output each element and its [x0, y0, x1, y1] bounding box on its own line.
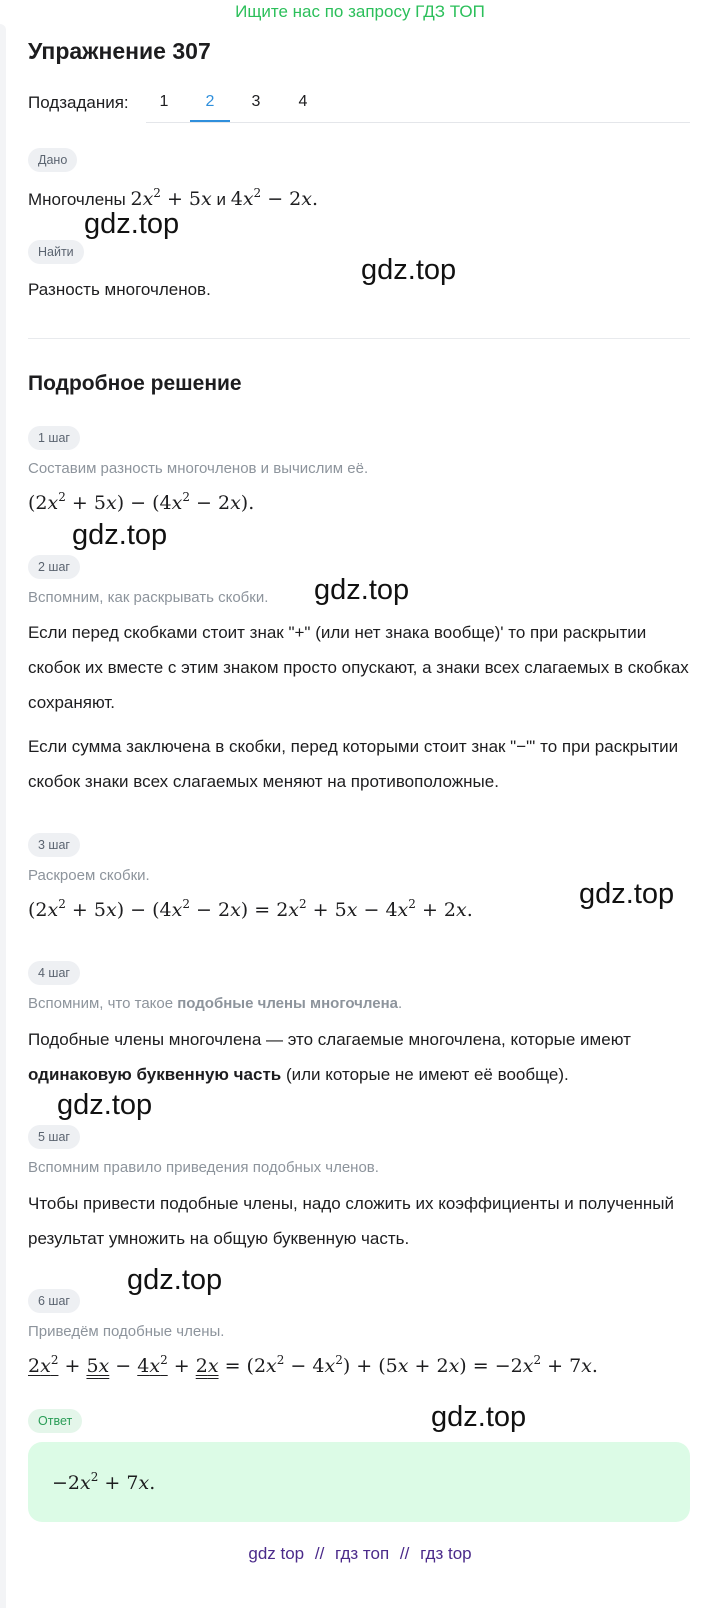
step-5-hint: Вспомним правило приведения подобных членов. [28, 1159, 379, 1176]
step-1-hint: Составим разность многочленов и вычислим её. [28, 460, 369, 477]
step-2-para-1: Если перед скобками стоит знак "+" (или нет знака вообще)' то при раскрытии скобок их вместе с этим знаком просто опускают, а знаки всех слагаемых в скобках сохраняют. [28, 623, 689, 712]
tab-subtask-1[interactable]: 1 [159, 93, 169, 110]
watermark: gdz.top [84, 208, 180, 240]
footer-link-gdz-top-mixed[interactable]: гдз top [420, 1544, 472, 1563]
subtasks-label: Подзадания: [28, 93, 129, 112]
step-2-hint: Вспомним, как раскрывать скобки. [28, 589, 269, 606]
step-4-para-prefix: Подобные члены многочлена — это слагаемые многочлена, которые имеют [28, 1030, 631, 1049]
given-prefix: Многочлены [28, 190, 126, 209]
watermark: gdz.top [57, 1089, 153, 1121]
footer-separator: // [314, 1544, 325, 1563]
footer-separator: // [399, 1544, 410, 1563]
given-chip: Дано [28, 148, 77, 172]
tab-subtask-2[interactable]: 2 [205, 93, 215, 110]
tabs-divider [146, 122, 690, 123]
step-6-chip: 6 шаг [28, 1289, 80, 1313]
step-4-para-suffix: (или которые не имеют её вообще). [285, 1065, 569, 1084]
step-4-chip: 4 шаг [28, 961, 80, 985]
step-3-hint: Раскроем скобки. [28, 867, 150, 884]
watermark: gdz.top [579, 878, 675, 910]
step-5-chip: 5 шаг [28, 1125, 80, 1149]
watermark: gdz.top [361, 254, 457, 286]
step-4-hint-bold: подобные члены многочлена [177, 995, 398, 1012]
footer-link-gdz-top[interactable]: gdz top [248, 1544, 305, 1563]
solution-title: Подробное решение [28, 372, 242, 395]
search-banner[interactable]: Ищите нас по запросу ГДЗ ТОП [235, 2, 485, 21]
step-4-para [28, 1022, 698, 1092]
answer-chip: Ответ [28, 1409, 82, 1433]
step-3-formula: $(2x^2 + 5x) - (4x^2 - 2x) = 2x^2 + 5x - 4x^2 + 2x$. [28, 897, 473, 921]
step-6-formula: $2x^2 + 5x - 4x^2 + 2x = (2x^2 - 4x^2) + (5x + 2x) = -2x^2 + 7x$. [28, 1353, 598, 1377]
given-poly1: $2x^2 + 5x$ [130, 186, 212, 210]
step-4-para-bold: одинаковую буквенную часть [28, 1065, 282, 1084]
active-tab-indicator [190, 120, 230, 122]
step-4-hint [28, 995, 402, 1012]
given-poly2: $4x^2 - 2x$. [230, 186, 319, 210]
step-5-para: Чтобы привести подобные члены, надо сложить их коэффициенты и полученный результат умножить на общую буквенную часть. [28, 1194, 675, 1248]
watermark: gdz.top [431, 1401, 527, 1433]
tab-subtask-4[interactable]: 4 [298, 93, 308, 110]
step-1-chip: 1 шаг [28, 426, 80, 450]
step-3-chip: 3 шаг [28, 833, 80, 857]
tab-subtask-3[interactable]: 3 [251, 93, 261, 110]
left-edge-bar [0, 24, 6, 1608]
find-chip: Найти [28, 240, 84, 264]
footer-link-gdz-top-ru[interactable]: гдз топ [335, 1544, 390, 1563]
watermark: gdz.top [72, 519, 168, 551]
answer-formula: $-2x^2 + 7x$. [52, 1470, 156, 1494]
given-conj: и [216, 190, 226, 209]
section-divider [28, 338, 690, 339]
watermark: gdz.top [314, 574, 410, 606]
footer-links [0, 1544, 720, 1564]
watermark: gdz.top [127, 1264, 223, 1296]
step-4-hint-prefix: Вспомним, что такое [28, 995, 174, 1012]
step-1-formula: $(2x^2 + 5x) - (4x^2 - 2x)$. [28, 490, 255, 514]
step-2-para-2: Если сумма заключена в скобки, перед которыми стоит знак "−"' то при раскрытии скобок знаки всех слагаемых меняют на противоположные. [28, 737, 679, 791]
step-4-hint-suffix: . [397, 995, 403, 1012]
given-text [28, 186, 318, 210]
find-text: Разность многочленов. [28, 280, 211, 299]
step-2-chip: 2 шаг [28, 555, 80, 579]
page-title: Упражнение 307 [28, 38, 211, 64]
step-6-hint: Приведём подобные члены. [28, 1323, 225, 1340]
